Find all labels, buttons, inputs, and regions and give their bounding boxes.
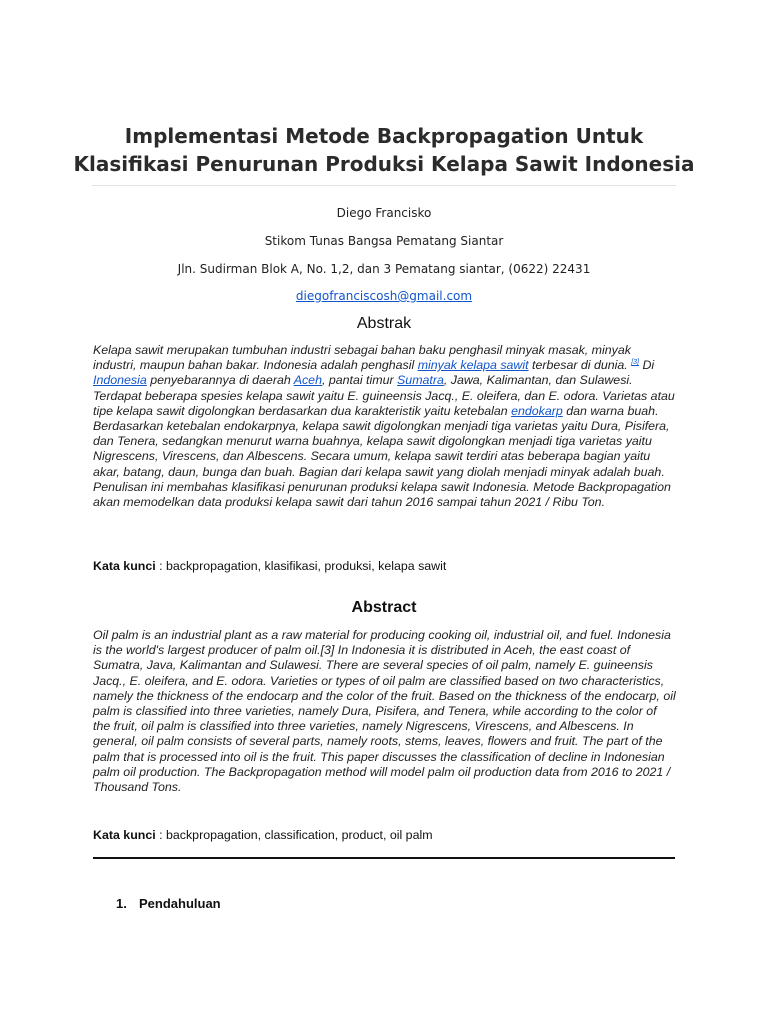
abstrak-text-7: dan warna buah. Berdasarkan ketebalan endokarpnya, kelapa sawit digolongkan menjadi tiga varietas yaitu Dura, Pisifera, dan Tenera, sedangkan menurut warna buahnya, kelapa sawit digolongkan menjadi tiga varietas yaitu Nigrescens, Virescens, dan Albescens. Secara umum, kelapa sawit terdiri atas beberapa bagian yaitu akar, batang, daun, bunga dan buah. Bagian dari kelapa sawit yang diolah menjadi minyak adalah buah. Penulisan ini membahas klasifikasi penurunan produksi kelapa sawit Indonesia. Metode Backpropagation akan memodelkan data produksi kelapa sawit dari tahun 2016 sampai tahun 2021 / Ribu Ton. — [93, 403, 671, 510]
keywords-text: : backpropagation, classification, product, oil palm — [155, 828, 433, 842]
abstrak-text-2: terbesar di dunia. — [528, 358, 632, 373]
title-line-2: Klasifikasi Penurunan Produksi Kelapa Sawit Indonesia — [73, 152, 695, 176]
link-sumatra[interactable]: Sumatra — [397, 373, 444, 388]
section-heading — [116, 896, 221, 912]
kata-kunci-en — [93, 828, 677, 843]
keywords-text: : backpropagation, klasifikasi, produksi, kelapa sawit — [155, 559, 447, 573]
link-minyak-kelapa-sawit[interactable]: minyak kelapa sawit — [417, 358, 529, 373]
section-divider — [93, 857, 675, 859]
author-email-link[interactable]: diegofranciscosh@gmail.com — [295, 289, 473, 303]
author-email-line — [92, 288, 676, 304]
abstract-heading: Abstract — [351, 599, 417, 616]
keywords-label: Kata kunci — [93, 559, 156, 573]
paper-title — [60, 122, 708, 178]
author-name: Diego Francisko — [336, 206, 432, 220]
keywords-label: Kata kunci — [93, 828, 156, 842]
abstrak-heading: Abstrak — [356, 315, 412, 332]
section-title: Pendahuluan — [139, 896, 221, 911]
abstrak-text-5: , pantai timur — [321, 373, 398, 388]
kata-kunci-id — [93, 559, 677, 574]
abstract-paragraph: Oil palm is an industrial plant as a raw material for producing cooking oil, industrial oil, and fuel. Indonesia is the world's largest producer of palm oil.[3] In Indonesia it is distributed in Aceh, the east coast of Sumatra, Java, Kalimantan and Sulawesi. There are several species of oil palm, namely E. guineensis Jacq., E. oleifera, and E. odora. Varieties or types of oil palm are classified based on two characteristics, namely the thickness of the endocarp and the color of the fruit. Based on the thickness of the endocarp, oil palm is classified into three varieties, namely Dura, Pisifera, and Tenera, while according to the color of the fruit, oil palm is classified into three varieties, namely Nigrescens, Virescens, and Albescens. In general, oil palm consists of several parts, namely roots, stems, leaves, flowers and fruit. The part of the palm that is processed into oil is the fruit. This paper discusses the classification of decline in Indonesian palm oil production. The Backpropagation method will model palm oil production data from 2016 to 2021 / Thousand Tons. — [93, 628, 676, 795]
abstrak-text-6: , Jawa, Kalimantan, dan Sulawesi. Terdapat beberapa spesies kelapa sawit yaitu E. guineensis Jacq., E. oleifera, dan E. odora. Varietas atau tipe kelapa sawit digolongkan berdasarkan dua karakteristik yaitu ketebalan — [93, 373, 675, 418]
link-endokarp[interactable]: endokarp — [511, 403, 563, 418]
citation-link[interactable]: [3] — [631, 359, 639, 367]
author-affiliation: Stikom Tunas Bangsa Pematang Siantar — [264, 234, 504, 248]
link-indonesia[interactable]: Indonesia — [93, 373, 147, 388]
title-divider — [92, 185, 676, 186]
title-line-1: Implementasi Metode Backpropagation Untuk — [124, 124, 644, 148]
link-aceh[interactable]: Aceh — [293, 373, 322, 388]
author-address: Jln. Sudirman Blok A, No. 1,2, dan 3 Pematang siantar, (0622) 22431 — [177, 262, 591, 276]
abstrak-text-4: penyebarannya di daerah — [146, 373, 294, 388]
citation-ref — [631, 359, 639, 366]
abstrak-text-1: Kelapa sawit merupakan tumbuhan industri sebagai bahan baku penghasil minyak masak, minyak industri, maupun bahan bakar. Indonesia adalah penghasil — [93, 343, 631, 373]
section-number: 1. — [116, 896, 127, 911]
abstrak-text-3: Di — [639, 358, 655, 373]
abstrak-paragraph — [93, 343, 677, 510]
